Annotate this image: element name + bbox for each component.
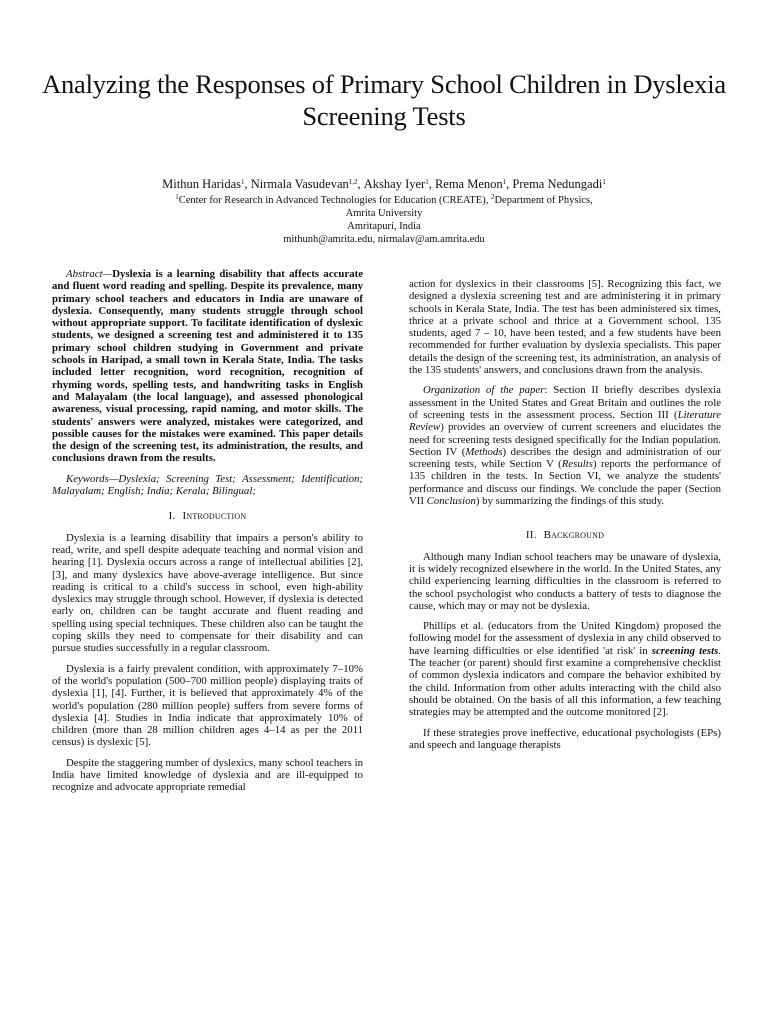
author: Prema Nedungadi$^1$ bbox=[512, 177, 606, 191]
background-paragraph-1: Although many Indian school teachers may be unaware of dyslexia, it is widely recognized elsewhere in the world. In the United States, any child experiencing learning difficulties in the classroom is referred to the school psychologist who conducts a battery of tests to diagnose the cause, which may or may not be dyslexia. bbox=[409, 550, 721, 612]
section-heading-introduction: I. Introduction bbox=[168, 510, 247, 523]
keywords: Keywords—Dyslexia; Screening Test; Assessment; Identification; Malayalam; English; India; Kerala; Bilingual; bbox=[52, 472, 363, 498]
author-block bbox=[60, 176, 708, 246]
author: Rema Menon$^1$, bbox=[434, 177, 513, 191]
author: Akshay Iyer$^1$, bbox=[363, 177, 435, 191]
author-emails: mithunh@amrita.edu, nirmalav@am.amrita.edu bbox=[283, 234, 485, 245]
intro-paragraph-3: Despite the staggering number of dyslexics, many school teachers in India have limited knowledge of dyslexia and are ill-equipped to recognize and advocate appropriate remedial bbox=[52, 756, 363, 794]
background-paragraph-2: Phillips et al. (educators from the United Kingdom) proposed the following model for the assessment of dyslexia in any child observed to have learning difficulties or else identified 'at risk' in screening tests. The teacher (or parent) should first examine a comprehensive checklist of common dyslexia indicators and compare the behavior exhibited by the child. Information from other adults interacting with the child also should be obtained. On the basis of all this information, a few teaching strategies may be attempted and the outcome monitored [2]. bbox=[409, 620, 721, 719]
left-column bbox=[52, 268, 363, 802]
author: Mithun Haridas$^1$, bbox=[162, 177, 251, 191]
affiliation-line: $^1$Center for Research in Advanced Technologies for Education (CREATE), $^2$Department of Physics, bbox=[175, 193, 593, 206]
affiliation-university: Amrita University bbox=[345, 208, 423, 219]
author: Nirmala Vasudevan$^{1,2}$, bbox=[250, 177, 364, 191]
abstract: Abstract—Dyslexia is a learning disability that affects accurate and fluent word reading and spelling. Despite its prevalence, many primary school teachers and educators in India are unaware of dyslexia. Consequently, many students struggle through school without appropriate support. To facilitate identification of dyslexic students, we designed a screening test and administered it to 135 primary school children studying in Government and private schools in Haripad, a small town in Kerala State, India. The tasks included letter recognition, word recognition, recognition of rhyming words, spelling tests, and handwriting tasks in English and Malayalam (the local language), and assessed phonological awareness, visual processing, rapid naming, and motor skills. The students' answers were analyzed, mistakes were categorized, and possible causes for the mistakes were examined. This paper details the design of the screening test, its administration, the results, and conclusions drawn from the results. bbox=[52, 268, 363, 465]
author-list bbox=[60, 176, 708, 193]
paper-title: Analyzing the Responses of Primary School Children in Dyslexia Screening Tests bbox=[42, 69, 726, 131]
intro-paragraph-1: Dyslexia is a learning disability that impairs a person's ability to read, write, and spell despite adequate teaching and normal vision and hearing [1]. Dyslexia occurs across a range of intellectual abilities [2],[3], and many dyslexics have above-average intelligence. But since reading is critical to a child's success in school, even high-ability dyslexics may struggle through school. However, if dyslexia is detected early on, children can be taught accurate and fluent reading and spelling using special techniques. These children also can be taught the coping skills they need to compensate for their disability and can pursue studies successfully in a regular classroom. bbox=[52, 531, 363, 655]
intro-paragraph-2: Dyslexia is a fairly prevalent condition, with approximately 7–10% of the world's population (500–700 million people) displaying traits of dyslexia [1], [4]. Further, it is believed that approximately 4% of the world's population (280 million people) suffers from severe forms of dyslexia [4]. Studies in India indicate that approximately 10% of children (more than 28 million children ages 4–14 as per the 2011 census) is dyslexic [5]. bbox=[52, 662, 363, 749]
intro-paragraph-3-continued: action for dyslexics in their classrooms [5]. Recognizing this fact, we designed a dyslexia screening test and are administering it in primary schools in Kerala State, India. The test has been administered six times, thrice at a private school and thrice at a Government school. 135 students, aged 7 – 10, have been tested, and a few students have been recommended for further evaluation by dyslexia specialists. This paper details the design of the screening test, its administration, an analysis of the 135 students' answers, and conclusions drawn from the analysis. bbox=[409, 278, 721, 377]
section-heading-background: II. Background bbox=[525, 529, 605, 542]
affiliation-location: Amritapuri, India bbox=[347, 221, 421, 232]
right-column bbox=[409, 278, 721, 759]
organization-paragraph: Organization of the paper: Section II briefly describes dyslexia assessment in the United States and Great Britain and outlines the role of screening tests in the assessment process. Section III (Literature Review) provides an overview of current screeners and elucidates the need for screening tests designed specifically for the Indian population. Section IV (Methods) describes the design and administration of our screening tests, while Section V (Results) reports the performance of 135 children in the tests. In Section VI, we analyze the students' performance and discuss our findings. We conclude the paper (Section VII Conclusion) by summarizing the findings of this study. bbox=[409, 384, 722, 508]
background-paragraph-3: If these strategies prove ineffective, educational psychologists (EPs) and speech and language therapists bbox=[409, 726, 721, 751]
